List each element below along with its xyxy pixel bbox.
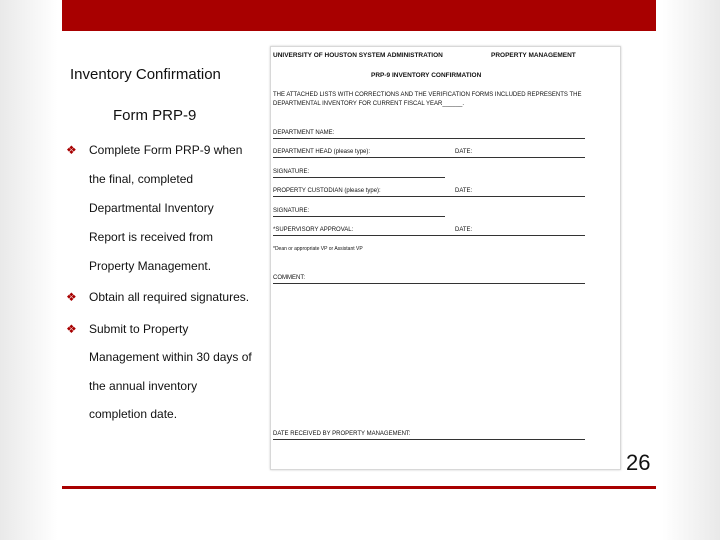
bullet-1-line-5: Property Management. <box>89 259 212 273</box>
form-department-head-label: DEPARTMENT HEAD (please type): <box>273 149 371 155</box>
form-underline <box>273 177 445 178</box>
bullet-3-line-4: completion date. <box>89 407 178 421</box>
form-footnote: *Dean or appropriate VP or Assistant VP <box>273 246 363 252</box>
form-comment-label: COMMENT: <box>273 275 305 281</box>
diamond-bullet-icon: ❖ <box>66 143 77 157</box>
form-supervisory-label: *SUPERVISORY APPROVAL: <box>273 227 354 233</box>
bullet-2-line-1: Obtain all required signatures. <box>89 290 250 304</box>
form-underline <box>273 235 585 236</box>
form-underline <box>273 138 585 139</box>
form-prp9-image <box>270 46 621 470</box>
form-underline <box>273 283 585 284</box>
form-date-label: DATE: <box>455 188 473 194</box>
form-signature-label: SIGNATURE: <box>273 169 310 175</box>
form-title: PRP-9 INVENTORY CONFIRMATION <box>371 72 482 79</box>
page-number: 26 <box>626 450 651 475</box>
form-department-name-label: DEPARTMENT NAME: <box>273 130 335 136</box>
bullet-1-line-3: Departmental Inventory <box>89 201 214 215</box>
diamond-bullet-icon: ❖ <box>66 322 77 336</box>
slide-title: Inventory Confirmation <box>70 66 221 83</box>
bullet-1-line-2: the final, completed <box>89 172 194 186</box>
slide-subtitle: Form PRP-9 <box>113 107 197 124</box>
form-intro-line-2: DEPARTMENTAL INVENTORY FOR CURRENT FISCAL YEAR______. <box>273 101 465 107</box>
form-header-right: PROPERTY MANAGEMENT <box>491 52 576 59</box>
form-signature-label: SIGNATURE: <box>273 208 310 214</box>
top-accent-bar <box>62 0 656 31</box>
form-date-received-label: DATE RECEIVED BY PROPERTY MANAGEMENT: <box>273 431 411 437</box>
form-header-left: UNIVERSITY OF HOUSTON SYSTEM ADMINISTRATION <box>273 52 443 59</box>
form-underline <box>273 196 585 197</box>
form-intro-line-1: THE ATTACHED LISTS WITH CORRECTIONS AND THE VERIFICATION FORMS INCLUDED REPRESENTS THE <box>273 92 582 98</box>
form-underline <box>273 216 445 217</box>
bullet-1-line-4: Report is received from <box>89 230 214 244</box>
form-custodian-label: PROPERTY CUSTODIAN (please type): <box>273 188 381 194</box>
bullet-1-line-1: Complete Form PRP-9 when <box>89 143 243 157</box>
form-date-label: DATE: <box>455 149 473 155</box>
form-underline <box>273 439 585 440</box>
form-date-label: DATE: <box>455 227 473 233</box>
bullet-3-line-3: the annual inventory <box>89 379 198 393</box>
bottom-accent-rule <box>62 486 656 489</box>
diamond-bullet-icon: ❖ <box>66 290 77 304</box>
form-underline <box>273 157 585 158</box>
bullet-3-line-2: Management within 30 days of <box>89 350 252 364</box>
bullet-3-line-1: Submit to Property <box>89 322 189 336</box>
